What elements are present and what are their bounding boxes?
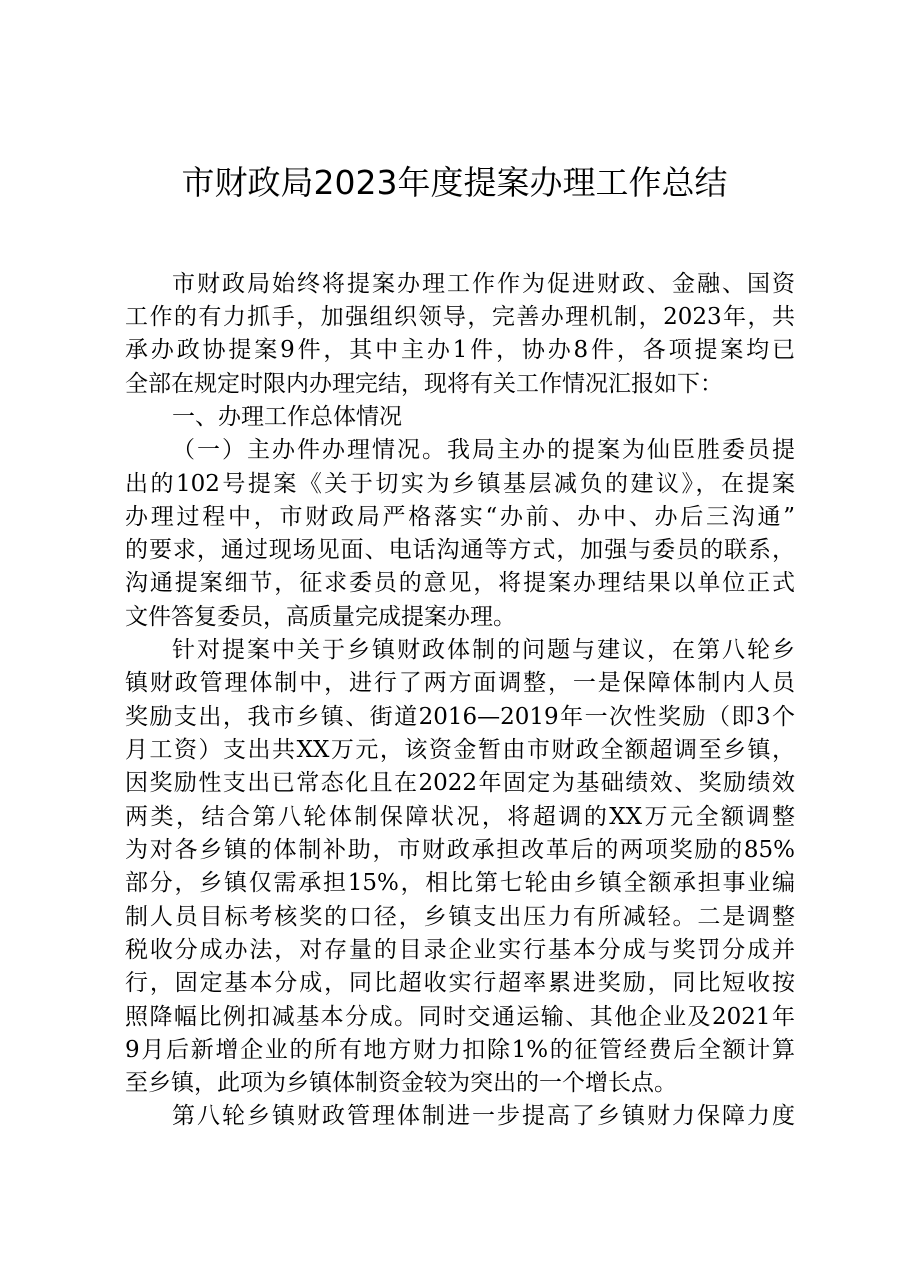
- section-heading: 一、办理工作总体情况: [172, 404, 402, 430]
- paragraph-line: 为对各乡镇的体制补助，市财政承担改革后的两项奖励的85%: [125, 837, 795, 863]
- paragraph-line: 沟通提案细节，征求委员的意见，将提案办理结果以单位正式: [125, 570, 795, 596]
- paragraph-line: 制人员目标考核奖的口径，乡镇支出压力有所减轻。二是调整: [125, 904, 795, 930]
- paragraph-line: 承办政协提案9件，其中主办1件，协办8件，各项提案均已: [125, 337, 795, 363]
- paragraph-line: 市财政局始终将提案办理工作作为促进财政、金融、国资: [172, 271, 795, 297]
- paragraph-line: 镇财政管理体制中，进行了两方面调整，一是保障体制内人员: [125, 670, 795, 696]
- paragraph-line: 第八轮乡镇财政管理体制进一步提高了乡镇财力保障力度: [172, 1103, 795, 1129]
- paragraph-line: 工作的有力抓手，加强组织领导，完善办理机制，2023年，共: [125, 304, 795, 330]
- paragraph-line: 月工资）支出共XX万元，该资金暂由市财政全额超调至乡镇，: [125, 737, 795, 763]
- paragraph-line: 因奖励性支出已常态化且在2022年固定为基础绩效、奖励绩效: [125, 770, 795, 796]
- paragraph-line: 税收分成办法，对存量的目录企业实行基本分成与奖罚分成并: [125, 937, 795, 963]
- document-title: 市财政局2023年度提案办理工作总结: [181, 163, 728, 202]
- paragraph-line: 9月后新增企业的所有地方财力扣除1%的征管经费后全额计算: [125, 1037, 795, 1063]
- paragraph-line: 两类，结合第八轮体制保障状况，将超调的XX万元全额调整: [125, 804, 795, 830]
- paragraph-line: 的要求，通过现场见面、电话沟通等方式，加强与委员的联系，: [125, 537, 795, 563]
- paragraph-line: 照降幅比例扣减基本分成。同时交通运输、其他企业及2021年: [125, 1004, 795, 1030]
- paragraph-line: （一）主办件办理情况。我局主办的提案为仙臣胜委员提: [172, 437, 795, 463]
- paragraph-line: 部分，乡镇仅需承担15%，相比第七轮由乡镇全额承担事业编: [125, 870, 795, 896]
- paragraph-line: 办理过程中，市财政局严格落实“办前、办中、办后三沟通”: [125, 504, 795, 530]
- paragraph-line: 行，固定基本分成，同比超收实行超率累进奖励，同比短收按: [125, 970, 795, 996]
- paragraph-line: 文件答复委员，高质量完成提案办理。: [125, 604, 516, 630]
- paragraph-line: 出的102号提案《关于切实为乡镇基层减负的建议》，在提案: [125, 471, 795, 497]
- paragraph-line: 至乡镇，此项为乡镇体制资金较为突出的一个增长点。: [125, 1070, 677, 1096]
- paragraph-line: 针对提案中关于乡镇财政体制的问题与建议，在第八轮乡: [172, 637, 795, 663]
- paragraph-line: 奖励支出，我市乡镇、街道2016—2019年一次性奖励（即3个: [125, 704, 795, 730]
- paragraph-line: 全部在规定时限内办理完结，现将有关工作情况汇报如下：: [125, 371, 723, 397]
